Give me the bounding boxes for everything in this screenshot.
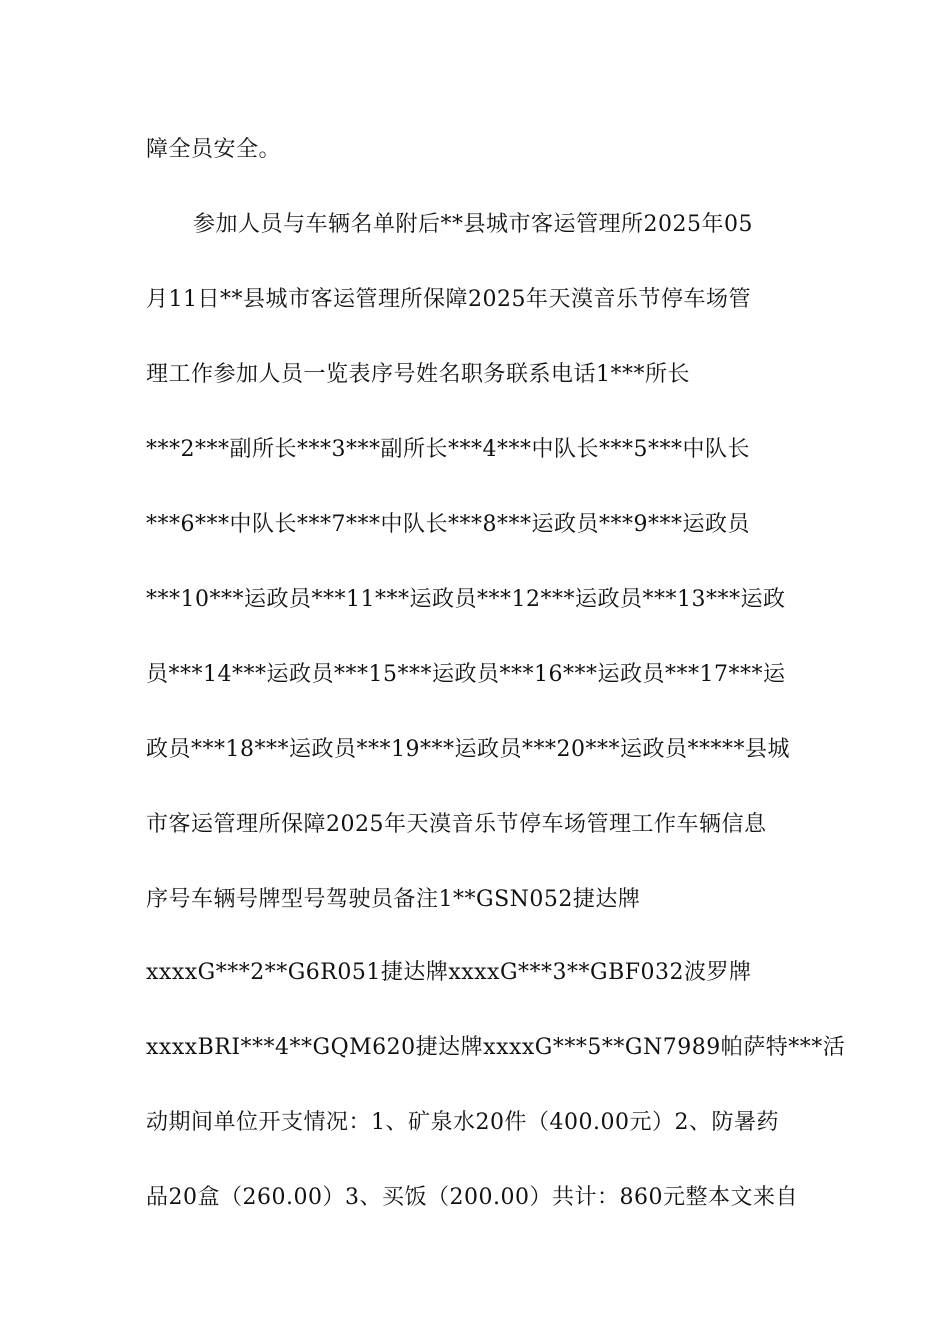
text-line-4: 理工作参加人员一览表序号姓名职务联系电话1***所长 xyxy=(146,362,690,387)
text-line-13: xxxxBRI***4**GQM620捷达牌xxxxG***5**GN7989帕萨特***活 xyxy=(146,1035,846,1060)
text-line-3: 月11日**县城市客运管理所保障2025年天漠音乐节停车场管 xyxy=(146,287,751,312)
text-line-14: 动期间单位开支情况：1、矿泉水20件（400.00元）2、防暑药 xyxy=(146,1110,779,1135)
text-line-8: 员***14***运政员***15***运政员***16***运政员***17***运 xyxy=(146,662,786,687)
text-line-11: 序号车辆号牌型号驾驶员备注1**GSN052捷达牌 xyxy=(146,887,641,912)
text-line-12: xxxxG***2**G6R051捷达牌xxxxG***3**GBF032波罗牌 xyxy=(146,960,752,985)
text-line-7: ***10***运政员***11***运政员***12***运政员***13***运政 xyxy=(146,587,786,612)
text-line-15: 品20盒（260.00）3、买饭（200.00）共计：860元整本文来自 xyxy=(146,1185,798,1210)
text-line-9: 政员***18***运政员***19***运政员***20***运政员*****县城 xyxy=(146,737,790,762)
text-line-5: ***2***副所长***3***副所长***4***中队长***5***中队长 xyxy=(146,437,750,462)
text-line-2: 参加人员与车辆名单附后**县城市客运管理所2025年05 xyxy=(193,212,753,237)
text-line-10: 市客运管理所保障2025年天漠音乐节停车场管理工作车辆信息 xyxy=(146,812,767,837)
text-line-1: 障全员安全。 xyxy=(146,137,282,162)
text-line-6: ***6***中队长***7***中队长***8***运政员***9***运政员 xyxy=(146,512,750,537)
